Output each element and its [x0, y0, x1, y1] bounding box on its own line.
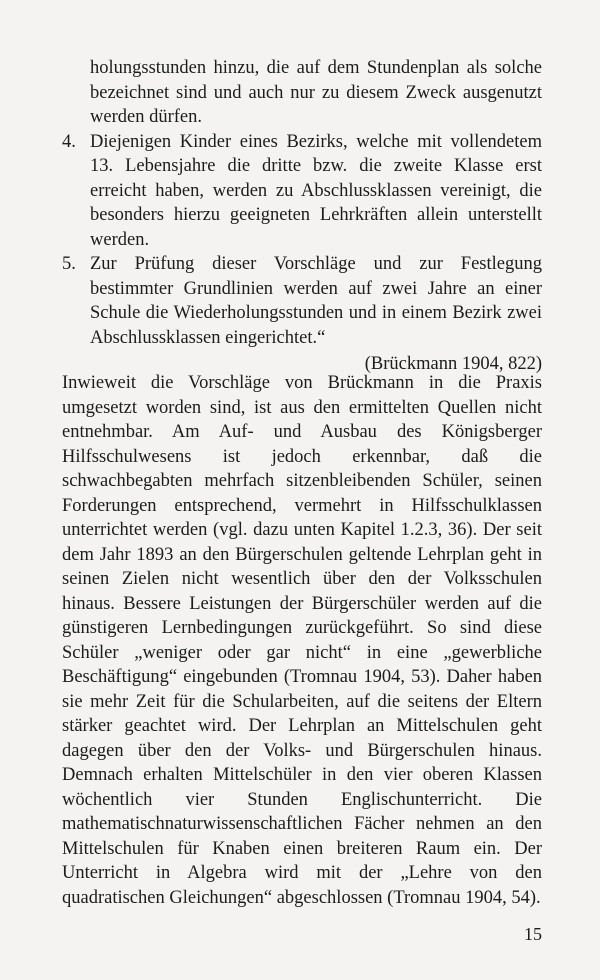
- quote-continuation-text: holungsstunden hinzu, die auf dem Stundenplan als solche bezeichnet sind und auch nur zu diesem Zweck ausgenutzt werden dürfen.: [90, 58, 542, 127]
- list-text: Diejenigen Kinder eines Bezirks, welche mit vollendetem 13. Lebensjahre die dritte bzw. die zweite Klasse erst erreicht haben, werden zu Abschlussklassen vereinigt, die besonders hierzu geeigneten Lehrkräften allein unterstellt werden.: [90, 131, 542, 250]
- list-item-4: [62, 130, 542, 253]
- body-paragraph: Inwieweit die Vorschläge von Brückmann in die Praxis umgesetzt worden sind, ist aus den ermittelten Quellen nicht entnehmbar. Am Auf- und Ausbau des Königsberger Hilfsschulwesens ist jedoch erkennbar, daß die schwachbegabten mehrfach sitzenbleibenden Schüler, seinen Forderungen entsprechend, vermehrt in Hilfsschulklassen unterrichtet werden (vgl. dazu unten Kapitel 1.2.3, 36). Der seit dem Jahr 1893 an den Bürgerschulen geltende Lehrplan geht in seinen Zielen nicht wesentlich über den der Volksschulen hinaus. Bessere Leistungen der Bürgerschüler werden auf die günstigeren Lernbedingungen zurückgeführt. So sind diese Schüler „weniger oder gar nicht“ in eine „gewerbliche Beschäftigung“ eingebunden (Tromnau 1904, 53). Daher haben sie mehr Zeit für die Schularbeiten, auf die seitens der Eltern stärker geachtet wird. Der Lehrplan an Mittelschulen geht dagegen über den der Volks- und Bürgerschulen hinaus. Demnach erhalten Mittelschüler in den vier oberen Klassen wöchentlich vier Stunden Englischunterricht. Die mathematischnaturwissenschaftlichen Fächer nehmen an den Mittelschulen für Knaben einen breiteren Raum ein. Der Unterricht in Algebra wird mit der „Lehre von den quadratischen Gleichungen“ abgeschlossen (Tromnau 1904, 54).: [62, 373, 542, 908]
- list-number: 5.: [62, 254, 76, 274]
- quote-block: [62, 56, 542, 377]
- citation: (Brückmann 1904, 822): [364, 354, 542, 374]
- page-number: 15: [524, 924, 542, 944]
- list-text: Zur Prüfung dieser Vorschläge und zur Festlegung bestimmter Grundlinien werden auf zwei Jahre an einer Schule die Wiederholungsstunden und in einem Bezirk zwei Abschlussklassen eingerichtet.“: [90, 254, 542, 348]
- list-number: 4.: [62, 131, 76, 152]
- list-item-5: [62, 252, 542, 350]
